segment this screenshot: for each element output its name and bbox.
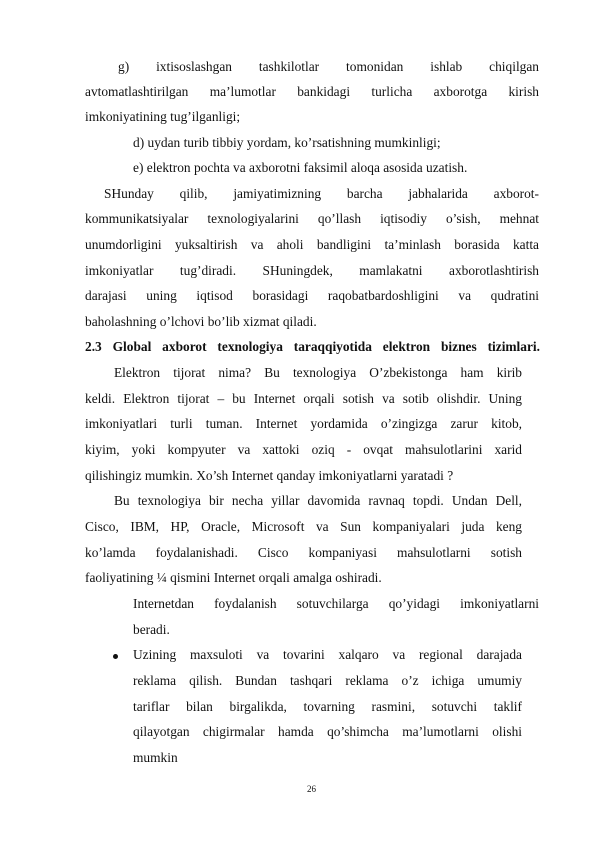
text-line: darajasi uning iqtisod borasidagi raqobatbardoshligini va qudratini bbox=[85, 288, 539, 303]
text-line: imkoniyatlari turli tuman. Internet yordamida o’zingizga zarur kitob, bbox=[85, 416, 522, 431]
text-line: qilayotgan chigirmalar hamda qo’shimcha ma’lumotlarni olishi bbox=[133, 724, 522, 739]
text-line: imkoniyatining tug’ilganligi; bbox=[85, 109, 241, 124]
text-line: beradi. bbox=[133, 622, 170, 637]
text-line: imkoniyatlar tug’diradi. SHuningdek, mamlakatni axborotlashtirish bbox=[85, 263, 539, 278]
text-line: SHunday qilib, jamiyatimizning barcha jabhalarida axborot- bbox=[104, 186, 539, 201]
list-item-d: d) uydan turib tibbiy yordam, ko’rsatishning mumkinligi; bbox=[133, 135, 441, 150]
section-heading: 2.3 Global axborot texnologiya taraqqiyotida elektron biznes tizimlari. bbox=[85, 339, 540, 354]
text-line: kommunikatsiyalar texnologiyalarini qo’llash iqtisodiy o’sish, mehnat bbox=[85, 211, 539, 226]
text-line: ko’lamda foydalanishadi. Cisco kompaniyasi mahsulotlarni sotish bbox=[85, 545, 522, 560]
text-line: tariflar bilan birgalikda, tovarning rasmini, sotuvchi taklif bbox=[133, 699, 522, 714]
text-line: g) ixtisoslashgan tashkilotlar tomonidan ishlab chiqilgan bbox=[118, 59, 539, 74]
text-line: Elektron tijorat nima? Bu texnologiya O’zbekistonga ham kirib bbox=[114, 365, 522, 380]
text-line: qilishingiz mumkin. Xo’sh Internet qanday imkoniyatlarni yaratadi ? bbox=[85, 468, 454, 483]
text-line: reklama qilish. Bundan tashqari reklama o’z ichiga umumiy bbox=[133, 673, 522, 688]
text-line: baholashning o’lchovi bo’lib xizmat qiladi. bbox=[85, 314, 317, 329]
text-line: Cisco, IBM, HP, Oracle, Microsoft va Sun kompaniyalari juda keng bbox=[85, 519, 522, 534]
text-line: faoliyatining ¼ qismini Internet orqali amalga oshiradi. bbox=[85, 570, 382, 585]
page-number: 26 bbox=[307, 784, 316, 794]
text-line: avtomatlashtirilgan ma’lumotlar bankidagi turlicha axborotga kirish bbox=[85, 84, 539, 99]
bullet-icon bbox=[113, 654, 118, 659]
text-line: kiyim, yoki kompyuter va xattoki oziq - ovqat mahsulotlarini xarid bbox=[85, 442, 522, 457]
text-line: keldi. Elektron tijorat – bu Internet orqali sotish va sotib olishdir. Uning bbox=[85, 391, 522, 406]
list-item-e: e) elektron pochta va axborotni faksimil aloqa asosida uzatish. bbox=[133, 160, 468, 175]
text-line: Uzining maxsuloti va tovarini xalqaro va regional darajada bbox=[133, 647, 522, 662]
text-line: Bu texnologiya bir necha yillar davomida ravnaq topdi. Undan Dell, bbox=[114, 493, 522, 508]
text-line: unumdorligini yuksaltirish va aholi bandligini ta’minlash borasida katta bbox=[85, 237, 539, 252]
text-line: mumkin bbox=[133, 750, 178, 765]
text-line: Internetdan foydalanish sotuvchilarga qo’yidagi imkoniyatlarni bbox=[133, 596, 539, 611]
